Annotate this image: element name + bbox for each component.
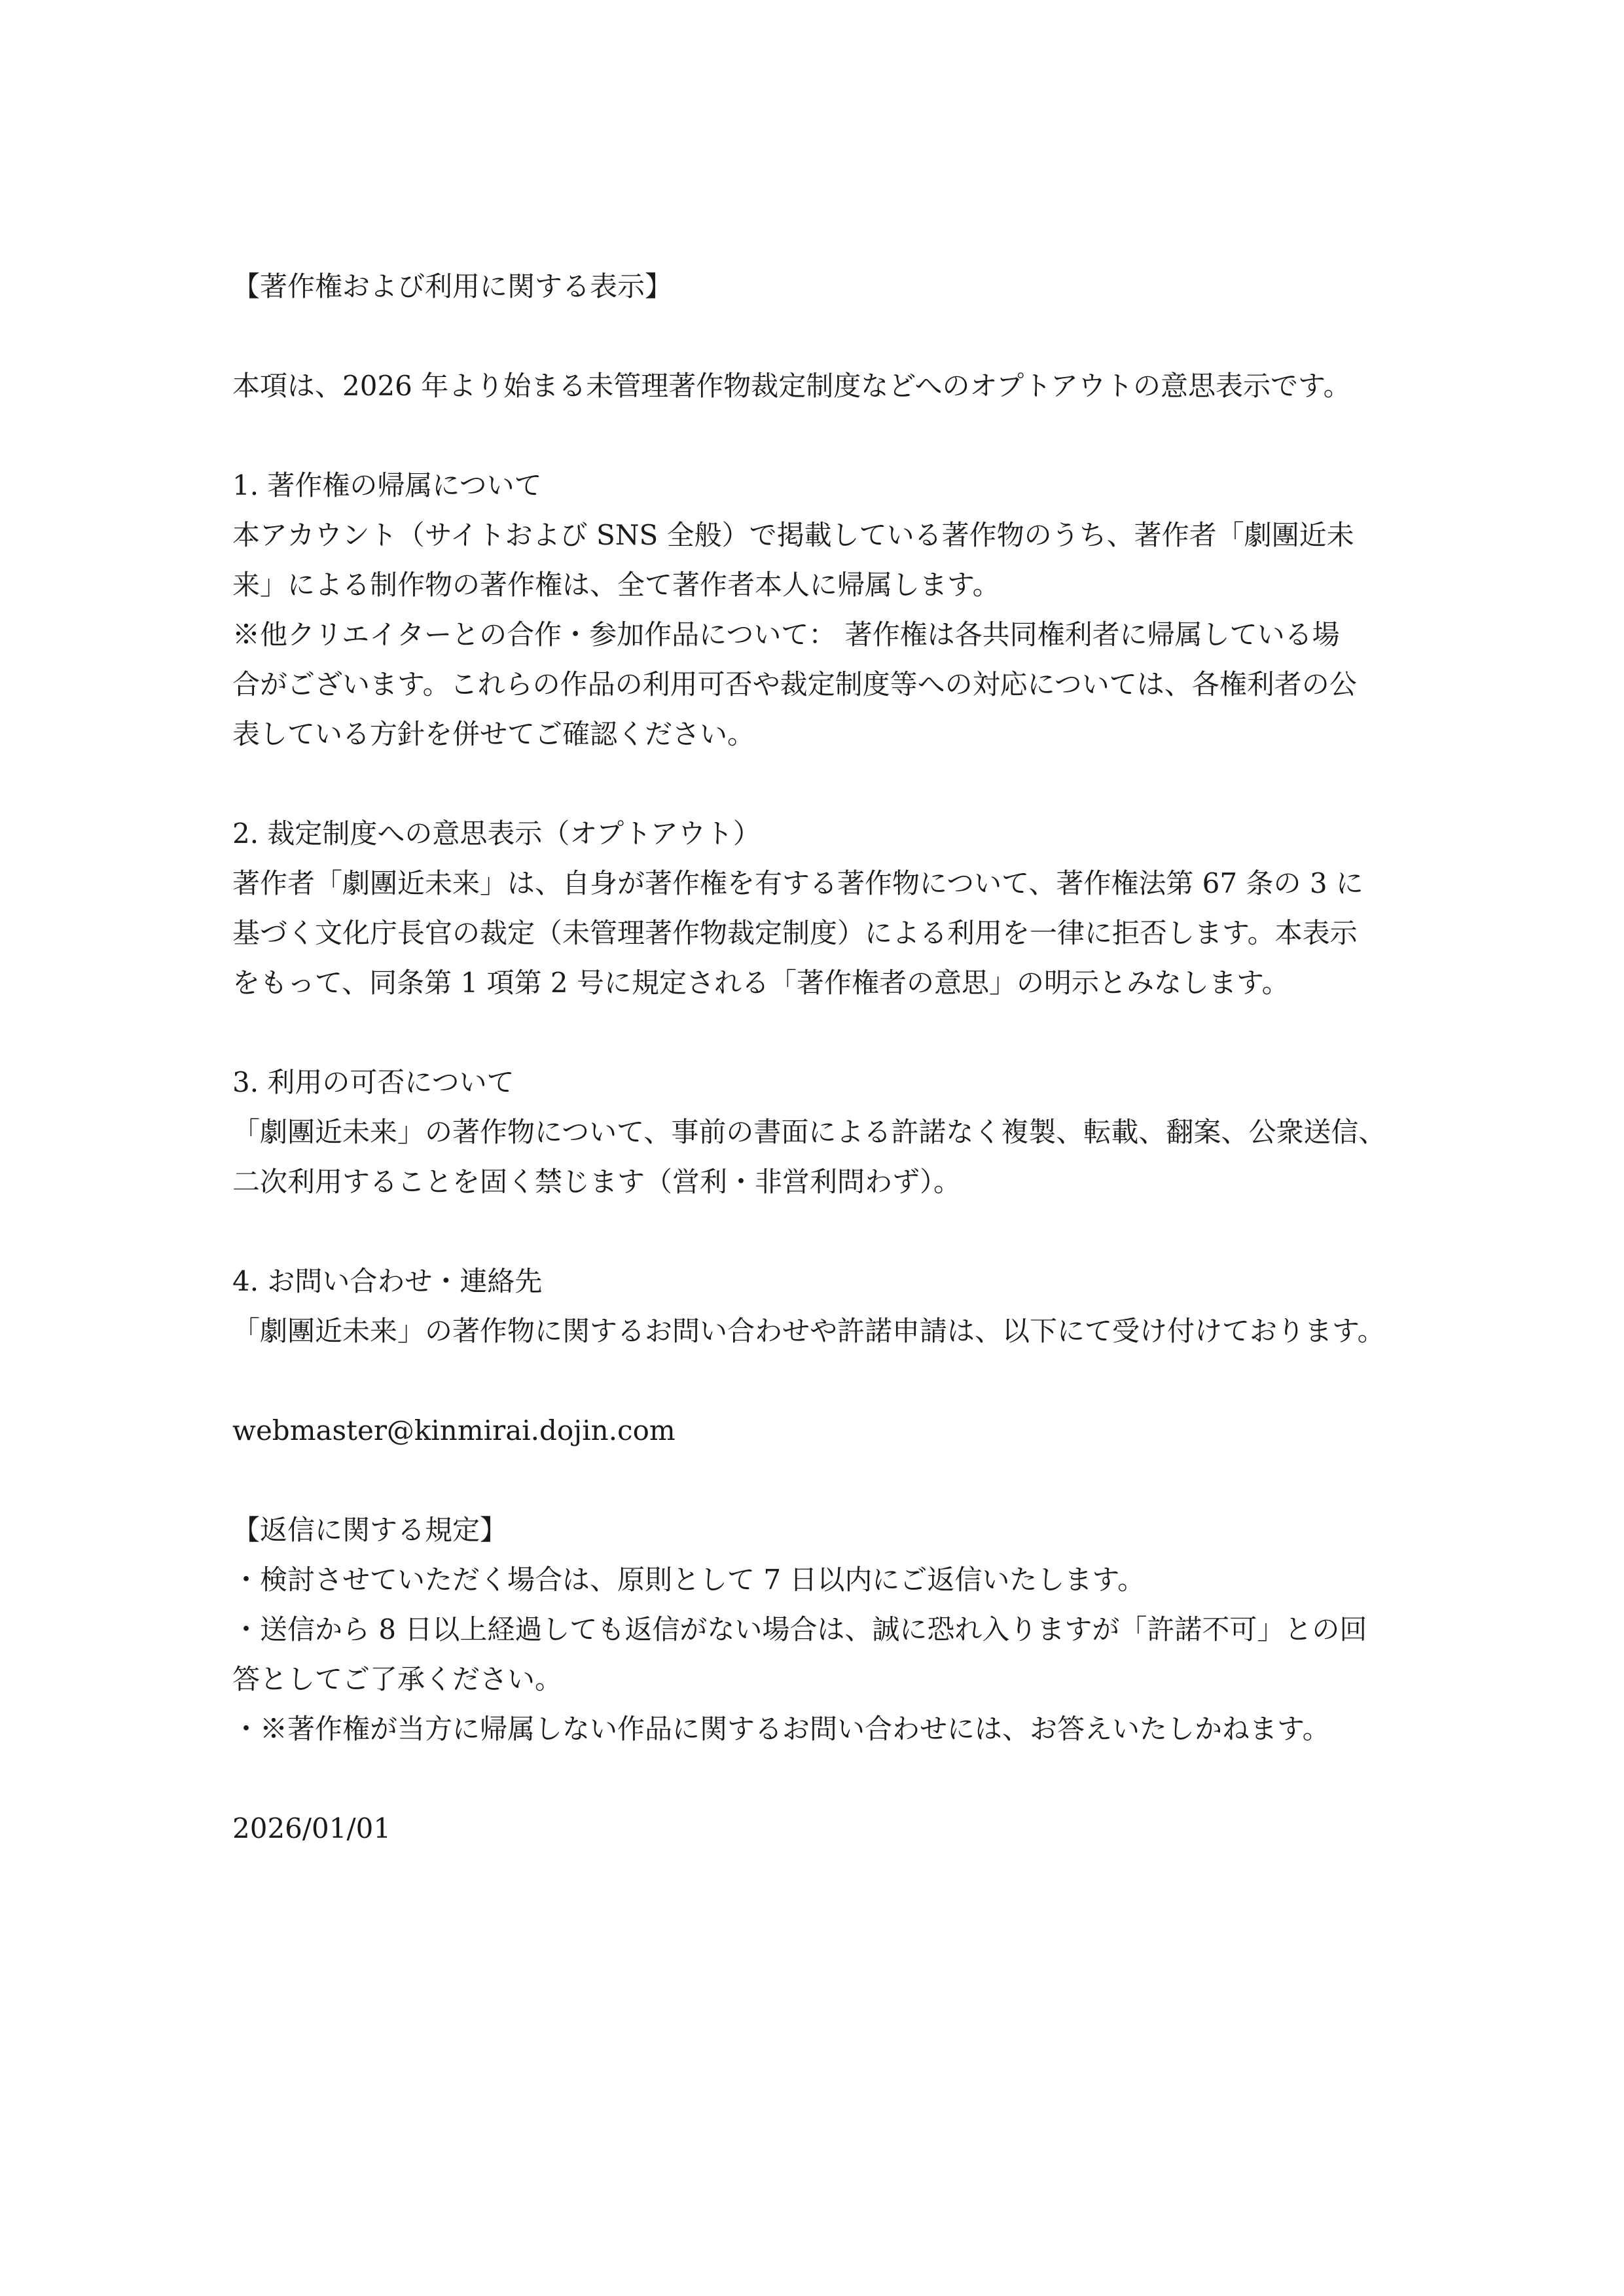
section-2-title: 2. 裁定制度への意思表示（オプトアウト） <box>232 817 761 850</box>
section-1-title: 1. 著作権の帰属について <box>232 469 542 501</box>
section-1-line: 合がございます。これらの作品の利用可否や裁定制度等への対応については、各権利者の公 <box>232 668 1357 700</box>
spacer <box>232 1356 1411 1406</box>
spacer <box>232 312 1411 361</box>
section-3-line: 二次利用することを固く禁じます（営利・非営利問わず）。 <box>232 1166 962 1198</box>
reply-rule-line: ・送信から 8 日以上経過しても返信がない場合は、誠に恐れ入りますが「許諾不可」との回 <box>232 1613 1367 1645</box>
section-4-title: 4. お問い合わせ・連絡先 <box>232 1265 543 1297</box>
spacer <box>232 1456 1411 1505</box>
section-1-line: 表している方針を併せてご確認ください。 <box>232 718 755 750</box>
reply-rule-line: 答としてご了承ください。 <box>232 1663 563 1695</box>
intro-text: 本項は、2026 年より始まる未管理著作物裁定制度などへのオプトアウトの意思表示です。 <box>232 370 1351 402</box>
spacer <box>232 1008 1411 1058</box>
document-date: 2026/01/01 <box>232 1812 391 1844</box>
section-4-line: 「劇團近未来」の著作物に関するお問い合わせや許諾申請は、以下にて受け付けております。 <box>232 1315 1385 1347</box>
section-3-line: 「劇團近未来」の著作物について、事前の書面による許諾なく複製、転載、翻案、公衆送信、 <box>232 1116 1386 1148</box>
document-page <box>232 262 1411 1854</box>
contact-email: webmaster@kinmirai.dojin.com <box>232 1414 676 1446</box>
reply-rule-line: ・検討させていただく場合は、原則として 7 日以内にご返信いたします。 <box>232 1564 1146 1596</box>
document-heading: 【著作権および利用に関する表示】 <box>232 270 673 302</box>
section-3-title: 3. 利用の可否について <box>232 1066 514 1098</box>
section-2-line: 著作者「劇團近未来」は、自身が著作権を有する著作物について、著作権法第 67 条の 3 に <box>232 867 1363 899</box>
spacer <box>232 759 1411 809</box>
spacer <box>232 1754 1411 1804</box>
section-2-line: 基づく文化庁長官の裁定（未管理著作物裁定制度）による利用を一律に拒否します。本表示 <box>232 917 1358 949</box>
reply-rules-title: 【返信に関する規定】 <box>232 1514 508 1546</box>
section-1-line: ※他クリエイターとの合作・参加作品について： 著作権は各共同権利者に帰属している場 <box>232 619 1340 651</box>
spacer <box>232 1207 1411 1257</box>
section-2-line: をもって、同条第 1 項第 2 号に規定される「著作権者の意思」の明示とみなします。 <box>232 967 1290 999</box>
reply-rule-line: ・※著作権が当方に帰属しない作品に関するお問い合わせには、お答えいたしかねます。 <box>232 1713 1330 1745</box>
section-1-line: 本アカウント（サイトおよび SNS 全般）で掲載している著作物のうち、著作者「劇團近未 <box>232 519 1354 551</box>
section-1-line: 来」による制作物の著作権は、全て著作者本人に帰属します。 <box>232 569 1000 601</box>
spacer <box>232 411 1411 461</box>
